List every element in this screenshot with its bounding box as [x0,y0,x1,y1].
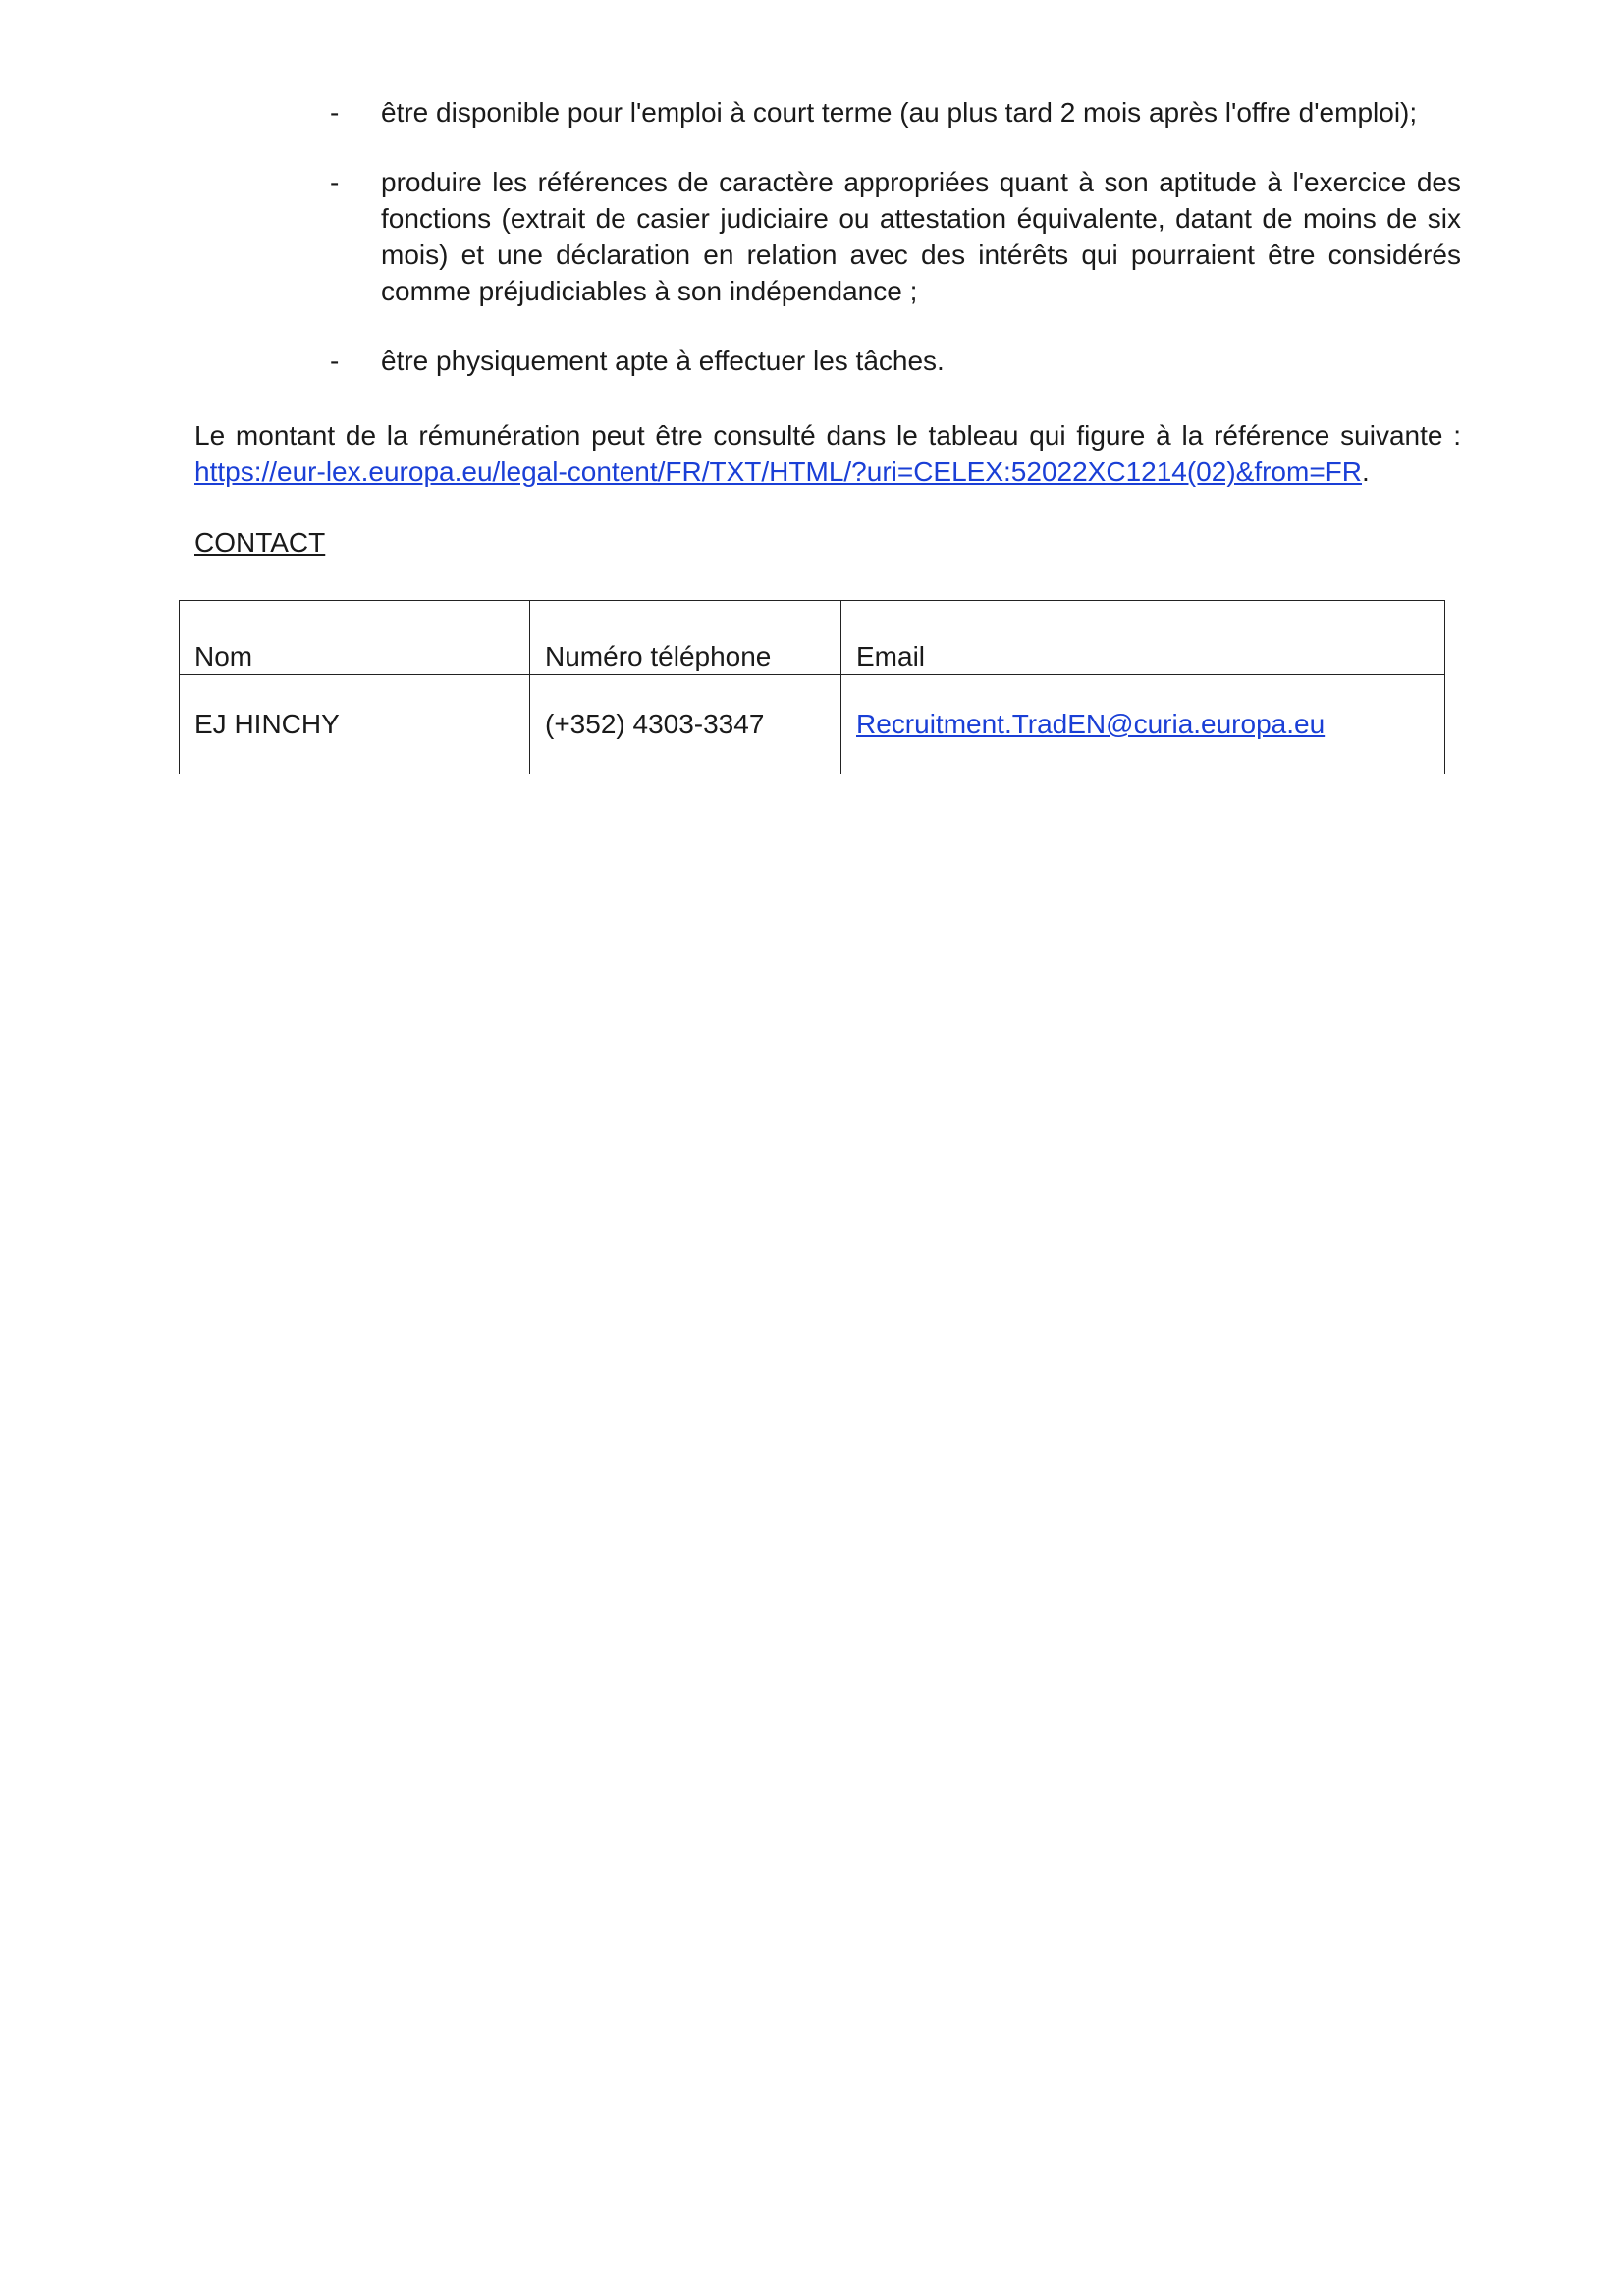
list-item [330,343,1461,379]
contact-heading: CONTACT [194,527,326,558]
header-phone: Numéro téléphone [530,601,841,675]
bullet-dash: - [330,346,340,376]
table-header-row [180,601,1445,675]
list-item-text: être physiquement apte à effectuer les tâches. [381,346,945,376]
list-item [330,164,1461,309]
cell-email [841,675,1445,774]
paragraph-period: . [1362,456,1370,487]
cell-phone: (+352) 4303-3347 [530,675,841,774]
bullet-dash: - [330,167,340,197]
email-link[interactable]: Recruitment.TradEN@curia.europa.eu [856,709,1326,739]
header-email: Email [841,601,1445,675]
requirements-list [330,94,1461,412]
header-name: Nom [180,601,530,675]
list-item-text: produire les références de caractère appropriées quant à son aptitude à l'exercice des fonctions (extrait de casier judiciaire ou attestation équivalente, datant de moins de six mois) et une déclaration en relation avec des intérêts qui pourraient être considérés comme préjudiciables à son indépendance ; [381,167,1461,306]
contact-table [179,600,1445,774]
remuneration-paragraph [194,417,1461,490]
list-item-text: être disponible pour l'emploi à court terme (au plus tard 2 mois après l'offre d'emploi); [381,97,1418,128]
remuneration-link[interactable]: https://eur-lex.europa.eu/legal-content/FR/TXT/HTML/?uri=CELEX:52022XC1214(02)&from=FR [194,456,1363,487]
bullet-dash: - [330,97,340,128]
table-row [180,675,1445,774]
cell-name: EJ HINCHY [180,675,530,774]
remuneration-text: Le montant de la rémunération peut être consulté dans le tableau qui figure à la référence suivante : [194,420,1461,451]
list-item [330,94,1461,131]
